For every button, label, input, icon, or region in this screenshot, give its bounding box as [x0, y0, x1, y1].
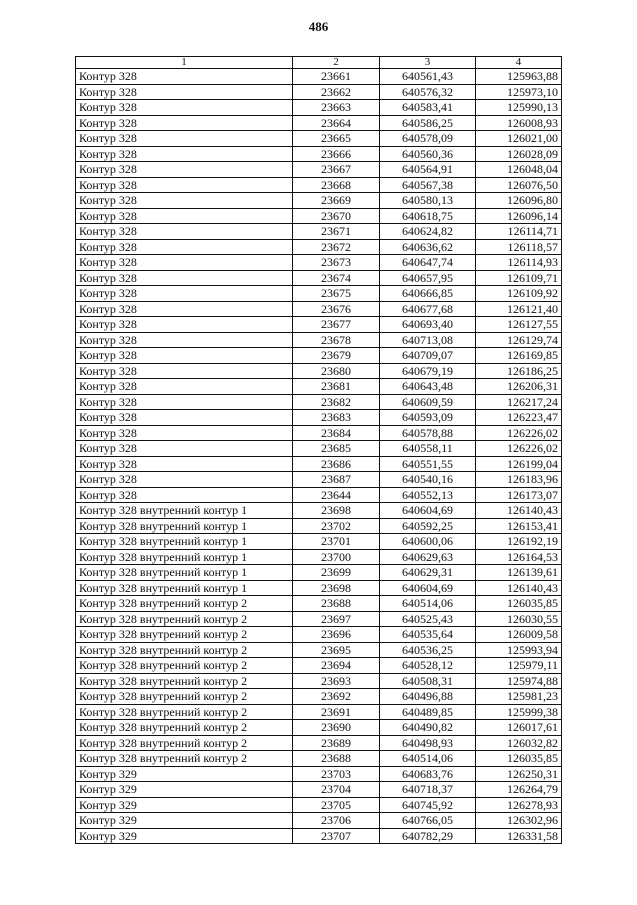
y-coordinate-cell: 126223,47	[476, 410, 562, 426]
point-number-cell: 23675	[293, 286, 380, 302]
x-coordinate-cell: 640647,74	[380, 255, 476, 271]
table-row	[76, 332, 562, 348]
table-row	[76, 782, 562, 798]
table-row	[76, 208, 562, 224]
y-coordinate-cell: 126226,02	[476, 425, 562, 441]
table-body	[76, 69, 562, 844]
contour-name-cell: Контур 328	[76, 348, 293, 364]
y-coordinate-cell: 126118,57	[476, 239, 562, 255]
x-coordinate-cell: 640578,09	[380, 131, 476, 147]
y-coordinate-cell: 126129,74	[476, 332, 562, 348]
point-number-cell: 23688	[293, 751, 380, 767]
x-coordinate-cell: 640745,92	[380, 797, 476, 813]
y-coordinate-cell: 126206,31	[476, 379, 562, 395]
contour-name-cell: Контур 328 внутренний контур 1	[76, 565, 293, 581]
x-coordinate-cell: 640496,88	[380, 689, 476, 705]
contour-name-cell: Контур 328 внутренний контур 1	[76, 580, 293, 596]
y-coordinate-cell: 126008,93	[476, 115, 562, 131]
table-row	[76, 317, 562, 333]
point-number-cell: 23679	[293, 348, 380, 364]
y-coordinate-cell: 126035,85	[476, 596, 562, 612]
table-row	[76, 487, 562, 503]
contour-name-cell: Контур 328 внутренний контур 2	[76, 596, 293, 612]
contour-name-cell: Контур 328 внутренний контур 2	[76, 704, 293, 720]
contour-name-cell: Контур 328	[76, 84, 293, 100]
contour-name-cell: Контур 328 внутренний контур 1	[76, 518, 293, 534]
y-coordinate-cell: 125973,10	[476, 84, 562, 100]
point-number-cell: 23693	[293, 673, 380, 689]
x-coordinate-cell: 640643,48	[380, 379, 476, 395]
point-number-cell: 23644	[293, 487, 380, 503]
y-coordinate-cell: 126302,96	[476, 813, 562, 829]
contour-name-cell: Контур 328 внутренний контур 2	[76, 720, 293, 736]
point-number-cell: 23673	[293, 255, 380, 271]
x-coordinate-cell: 640561,43	[380, 69, 476, 85]
point-number-cell: 23680	[293, 363, 380, 379]
point-number-cell: 23665	[293, 131, 380, 147]
contour-name-cell: Контур 328 внутренний контур 2	[76, 673, 293, 689]
table-row	[76, 177, 562, 193]
contour-name-cell: Контур 328	[76, 255, 293, 271]
contour-name-cell: Контур 329	[76, 782, 293, 798]
table-row	[76, 146, 562, 162]
contour-name-cell: Контур 328	[76, 472, 293, 488]
x-coordinate-cell: 640525,43	[380, 611, 476, 627]
point-number-cell: 23683	[293, 410, 380, 426]
y-coordinate-cell: 126028,09	[476, 146, 562, 162]
x-coordinate-cell: 640514,06	[380, 596, 476, 612]
contour-name-cell: Контур 328	[76, 425, 293, 441]
y-coordinate-cell: 125993,94	[476, 642, 562, 658]
y-coordinate-cell: 126127,55	[476, 317, 562, 333]
point-number-cell: 23705	[293, 797, 380, 813]
point-number-cell: 23696	[293, 627, 380, 643]
contour-name-cell: Контур 328	[76, 146, 293, 162]
x-coordinate-cell: 640609,59	[380, 394, 476, 410]
table-row	[76, 84, 562, 100]
table-row	[76, 813, 562, 829]
table-row	[76, 735, 562, 751]
point-number-cell: 23661	[293, 69, 380, 85]
contour-name-cell: Контур 328	[76, 239, 293, 255]
y-coordinate-cell: 126076,50	[476, 177, 562, 193]
contour-name-cell: Контур 328	[76, 363, 293, 379]
table-row	[76, 627, 562, 643]
x-coordinate-cell: 640713,08	[380, 332, 476, 348]
y-coordinate-cell: 126121,40	[476, 301, 562, 317]
x-coordinate-cell: 640593,09	[380, 410, 476, 426]
table-row	[76, 162, 562, 178]
table-row	[76, 565, 562, 581]
point-number-cell: 23667	[293, 162, 380, 178]
contour-name-cell: Контур 328	[76, 286, 293, 302]
contour-name-cell: Контур 328	[76, 100, 293, 116]
x-coordinate-cell: 640567,38	[380, 177, 476, 193]
header-cell-1: 1	[76, 57, 293, 69]
y-coordinate-cell: 126164,53	[476, 549, 562, 565]
contour-name-cell: Контур 328	[76, 317, 293, 333]
table-row	[76, 549, 562, 565]
table-row	[76, 69, 562, 85]
y-coordinate-cell: 126139,61	[476, 565, 562, 581]
y-coordinate-cell: 126140,43	[476, 580, 562, 596]
x-coordinate-cell: 640782,29	[380, 828, 476, 844]
point-number-cell: 23695	[293, 642, 380, 658]
point-number-cell: 23702	[293, 518, 380, 534]
point-number-cell: 23699	[293, 565, 380, 581]
table-row	[76, 441, 562, 457]
y-coordinate-cell: 126169,85	[476, 348, 562, 364]
point-number-cell: 23689	[293, 735, 380, 751]
contour-name-cell: Контур 328	[76, 487, 293, 503]
contour-name-cell: Контур 328 внутренний контур 2	[76, 658, 293, 674]
table-row	[76, 301, 562, 317]
table-row	[76, 658, 562, 674]
point-number-cell: 23707	[293, 828, 380, 844]
table-row	[76, 720, 562, 736]
y-coordinate-cell: 126021,00	[476, 131, 562, 147]
y-coordinate-cell: 126096,14	[476, 208, 562, 224]
x-coordinate-cell: 640540,16	[380, 472, 476, 488]
y-coordinate-cell: 126183,96	[476, 472, 562, 488]
y-coordinate-cell: 126264,79	[476, 782, 562, 798]
x-coordinate-cell: 640679,19	[380, 363, 476, 379]
x-coordinate-cell: 640677,68	[380, 301, 476, 317]
contour-name-cell: Контур 328	[76, 115, 293, 131]
table-row	[76, 673, 562, 689]
x-coordinate-cell: 640508,31	[380, 673, 476, 689]
point-number-cell: 23706	[293, 813, 380, 829]
contour-name-cell: Контур 328	[76, 177, 293, 193]
point-number-cell: 23677	[293, 317, 380, 333]
y-coordinate-cell: 126114,93	[476, 255, 562, 271]
x-coordinate-cell: 640578,88	[380, 425, 476, 441]
y-coordinate-cell: 125990,13	[476, 100, 562, 116]
point-number-cell: 23662	[293, 84, 380, 100]
contour-name-cell: Контур 328	[76, 69, 293, 85]
contour-name-cell: Контур 328 внутренний контур 2	[76, 611, 293, 627]
table-row	[76, 131, 562, 147]
coordinates-table	[75, 56, 562, 844]
y-coordinate-cell: 126009,58	[476, 627, 562, 643]
x-coordinate-cell: 640618,75	[380, 208, 476, 224]
point-number-cell: 23692	[293, 689, 380, 705]
point-number-cell: 23674	[293, 270, 380, 286]
x-coordinate-cell: 640490,82	[380, 720, 476, 736]
page-number: 486	[308, 19, 329, 34]
x-coordinate-cell: 640592,25	[380, 518, 476, 534]
table-row	[76, 100, 562, 116]
table-row	[76, 363, 562, 379]
y-coordinate-cell: 126217,24	[476, 394, 562, 410]
y-coordinate-cell: 126109,71	[476, 270, 562, 286]
point-number-cell: 23686	[293, 456, 380, 472]
x-coordinate-cell: 640636,62	[380, 239, 476, 255]
contour-name-cell: Контур 328	[76, 208, 293, 224]
table-row	[76, 270, 562, 286]
point-number-cell: 23670	[293, 208, 380, 224]
x-coordinate-cell: 640498,93	[380, 735, 476, 751]
point-number-cell: 23701	[293, 534, 380, 550]
header-cell-2: 2	[293, 57, 380, 69]
y-coordinate-cell: 126331,58	[476, 828, 562, 844]
contour-name-cell: Контур 328	[76, 270, 293, 286]
contour-name-cell: Контур 328	[76, 456, 293, 472]
y-coordinate-cell: 126035,85	[476, 751, 562, 767]
table-row	[76, 689, 562, 705]
point-number-cell: 23681	[293, 379, 380, 395]
x-coordinate-cell: 640583,41	[380, 100, 476, 116]
point-number-cell: 23666	[293, 146, 380, 162]
y-coordinate-cell: 126192,19	[476, 534, 562, 550]
x-coordinate-cell: 640528,12	[380, 658, 476, 674]
x-coordinate-cell: 640718,37	[380, 782, 476, 798]
x-coordinate-cell: 640683,76	[380, 766, 476, 782]
contour-name-cell: Контур 328	[76, 162, 293, 178]
y-coordinate-cell: 125974,88	[476, 673, 562, 689]
contour-name-cell: Контур 329	[76, 797, 293, 813]
contour-name-cell: Контур 329	[76, 766, 293, 782]
table-row	[76, 580, 562, 596]
x-coordinate-cell: 640576,32	[380, 84, 476, 100]
point-number-cell: 23691	[293, 704, 380, 720]
x-coordinate-cell: 640693,40	[380, 317, 476, 333]
table-row	[76, 704, 562, 720]
table-row	[76, 503, 562, 519]
table-row	[76, 797, 562, 813]
contour-name-cell: Контур 328	[76, 332, 293, 348]
y-coordinate-cell: 126186,25	[476, 363, 562, 379]
table-row	[76, 255, 562, 271]
contour-name-cell: Контур 328	[76, 301, 293, 317]
contour-name-cell: Контур 328	[76, 224, 293, 240]
table-row	[76, 425, 562, 441]
point-number-cell: 23678	[293, 332, 380, 348]
point-number-cell: 23669	[293, 193, 380, 209]
contour-name-cell: Контур 328	[76, 394, 293, 410]
contour-name-cell: Контур 328 внутренний контур 1	[76, 503, 293, 519]
point-number-cell: 23682	[293, 394, 380, 410]
table-row	[76, 611, 562, 627]
point-number-cell: 23690	[293, 720, 380, 736]
y-coordinate-cell: 126153,41	[476, 518, 562, 534]
table-row	[76, 115, 562, 131]
x-coordinate-cell: 640560,36	[380, 146, 476, 162]
table-row	[76, 534, 562, 550]
contour-name-cell: Контур 328	[76, 410, 293, 426]
y-coordinate-cell: 126048,04	[476, 162, 562, 178]
y-coordinate-cell: 126114,71	[476, 224, 562, 240]
table-row	[76, 348, 562, 364]
point-number-cell: 23700	[293, 549, 380, 565]
table-row	[76, 193, 562, 209]
y-coordinate-cell: 126030,55	[476, 611, 562, 627]
table-row	[76, 596, 562, 612]
y-coordinate-cell: 126173,07	[476, 487, 562, 503]
y-coordinate-cell: 126199,04	[476, 456, 562, 472]
point-number-cell: 23703	[293, 766, 380, 782]
y-coordinate-cell: 126250,31	[476, 766, 562, 782]
contour-name-cell: Контур 328 внутренний контур 2	[76, 751, 293, 767]
header-cell-3: 3	[380, 57, 476, 69]
y-coordinate-cell: 126032,82	[476, 735, 562, 751]
contour-name-cell: Контур 328	[76, 441, 293, 457]
x-coordinate-cell: 640536,25	[380, 642, 476, 658]
point-number-cell: 23671	[293, 224, 380, 240]
x-coordinate-cell: 640551,55	[380, 456, 476, 472]
point-number-cell: 23688	[293, 596, 380, 612]
contour-name-cell: Контур 329	[76, 828, 293, 844]
table-row	[76, 456, 562, 472]
table-row	[76, 642, 562, 658]
x-coordinate-cell: 640624,82	[380, 224, 476, 240]
point-number-cell: 23694	[293, 658, 380, 674]
contour-name-cell: Контур 328 внутренний контур 1	[76, 534, 293, 550]
x-coordinate-cell: 640489,85	[380, 704, 476, 720]
table-row	[76, 224, 562, 240]
x-coordinate-cell: 640604,69	[380, 580, 476, 596]
point-number-cell: 23672	[293, 239, 380, 255]
point-number-cell: 23698	[293, 503, 380, 519]
x-coordinate-cell: 640535,64	[380, 627, 476, 643]
x-coordinate-cell: 640564,91	[380, 162, 476, 178]
y-coordinate-cell: 126140,43	[476, 503, 562, 519]
point-number-cell: 23697	[293, 611, 380, 627]
table-row	[76, 518, 562, 534]
x-coordinate-cell: 640514,06	[380, 751, 476, 767]
point-number-cell: 23698	[293, 580, 380, 596]
x-coordinate-cell: 640709,07	[380, 348, 476, 364]
y-coordinate-cell: 125979,11	[476, 658, 562, 674]
y-coordinate-cell: 125963,88	[476, 69, 562, 85]
contour-name-cell: Контур 329	[76, 813, 293, 829]
y-coordinate-cell: 126096,80	[476, 193, 562, 209]
point-number-cell: 23685	[293, 441, 380, 457]
point-number-cell: 23668	[293, 177, 380, 193]
y-coordinate-cell: 125981,23	[476, 689, 562, 705]
table-row	[76, 828, 562, 844]
x-coordinate-cell: 640580,13	[380, 193, 476, 209]
table-row	[76, 286, 562, 302]
contour-name-cell: Контур 328 внутренний контур 2	[76, 735, 293, 751]
x-coordinate-cell: 640629,63	[380, 549, 476, 565]
point-number-cell: 23684	[293, 425, 380, 441]
point-number-cell: 23704	[293, 782, 380, 798]
table-header	[76, 57, 562, 69]
table-row	[76, 394, 562, 410]
x-coordinate-cell: 640657,95	[380, 270, 476, 286]
point-number-cell: 23663	[293, 100, 380, 116]
contour-name-cell: Контур 328	[76, 131, 293, 147]
table-row	[76, 410, 562, 426]
point-number-cell: 23676	[293, 301, 380, 317]
contour-name-cell: Контур 328	[76, 193, 293, 209]
table-row	[76, 239, 562, 255]
x-coordinate-cell: 640586,25	[380, 115, 476, 131]
y-coordinate-cell: 126109,92	[476, 286, 562, 302]
table-row	[76, 379, 562, 395]
contour-name-cell: Контур 328 внутренний контур 1	[76, 549, 293, 565]
x-coordinate-cell: 640766,05	[380, 813, 476, 829]
point-number-cell: 23687	[293, 472, 380, 488]
header-row	[76, 57, 562, 69]
y-coordinate-cell: 126017,61	[476, 720, 562, 736]
table-row	[76, 751, 562, 767]
contour-name-cell: Контур 328 внутренний контур 2	[76, 627, 293, 643]
point-number-cell: 23664	[293, 115, 380, 131]
y-coordinate-cell: 126278,93	[476, 797, 562, 813]
table-row	[76, 766, 562, 782]
x-coordinate-cell: 640600,06	[380, 534, 476, 550]
x-coordinate-cell: 640552,13	[380, 487, 476, 503]
table-row	[76, 472, 562, 488]
contour-name-cell: Контур 328 внутренний контур 2	[76, 689, 293, 705]
x-coordinate-cell: 640604,69	[380, 503, 476, 519]
x-coordinate-cell: 640629,31	[380, 565, 476, 581]
contour-name-cell: Контур 328	[76, 379, 293, 395]
y-coordinate-cell: 125999,38	[476, 704, 562, 720]
x-coordinate-cell: 640666,85	[380, 286, 476, 302]
contour-name-cell: Контур 328 внутренний контур 2	[76, 642, 293, 658]
x-coordinate-cell: 640558,11	[380, 441, 476, 457]
y-coordinate-cell: 126226,02	[476, 441, 562, 457]
header-cell-4: 4	[476, 57, 562, 69]
